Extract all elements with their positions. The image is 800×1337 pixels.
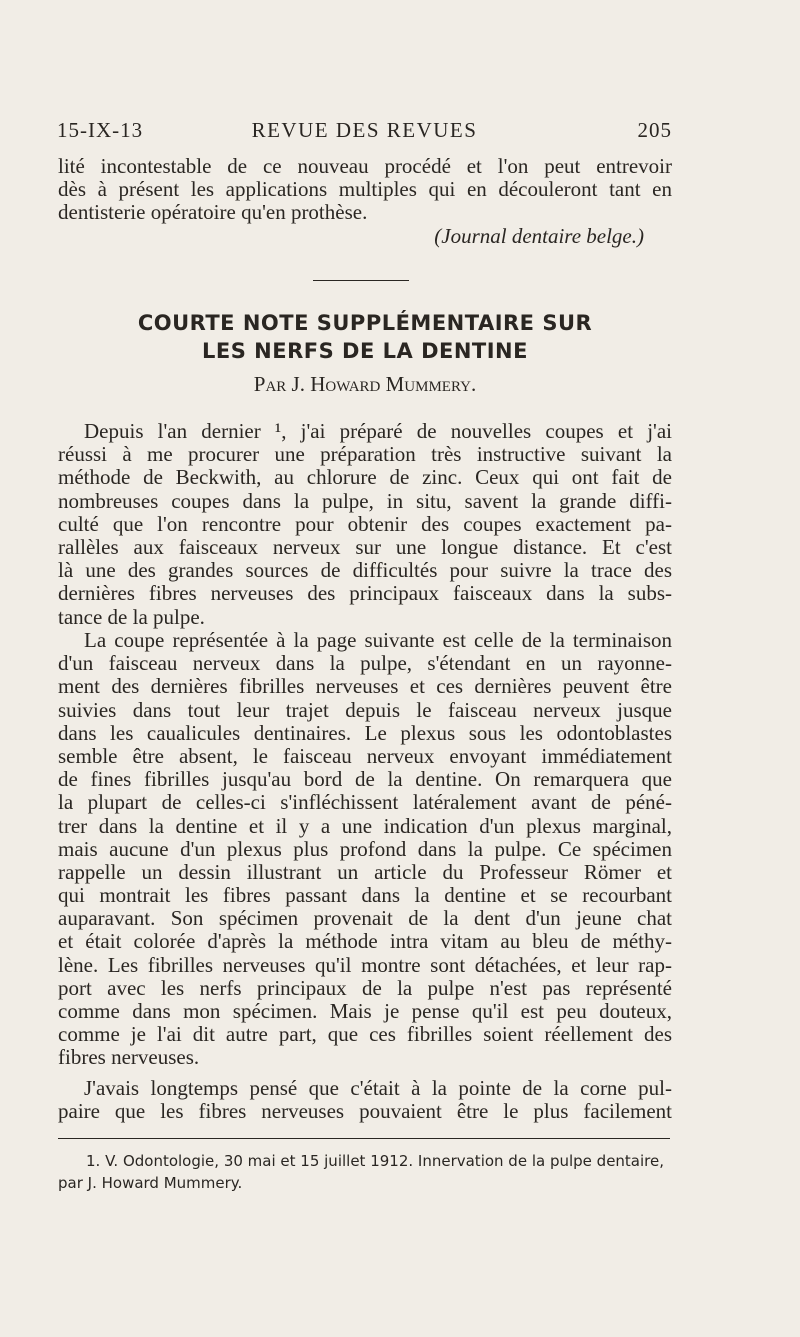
- header-journal-title: REVUE DES REVUES: [251, 118, 478, 142]
- text-line: de fines fibrilles jusqu'au bord de la dentine. On remarquera que: [58, 767, 672, 792]
- article-byline: Par J. Howard Mummery.: [253, 372, 477, 396]
- text-line: trer dans la dentine et il y a une indication d'un plexus marginal,: [58, 813, 672, 838]
- article-title-line: LES NERFS DE LA DENTINE: [202, 339, 528, 363]
- text-line: nombreuses coupes dans la pulpe, in situ, savent la grande diffi-: [58, 488, 672, 513]
- section-divider: [313, 280, 409, 281]
- text-line: dentisterie opératoire qu'en prothèse.: [58, 200, 368, 225]
- body-paragraph-1: [58, 420, 672, 629]
- text-line: port avec les nerfs principaux de la pulpe n'est pas représenté: [58, 975, 672, 1000]
- header-date: 15-IX-13: [57, 118, 144, 142]
- text-line: qui montrait les fibres passant dans la dentine et se recourbant: [58, 883, 672, 908]
- text-line: méthode de Beckwith, au chlorure de zinc. Ceux qui ont fait de: [58, 465, 672, 490]
- footnote: [58, 1150, 672, 1194]
- text-line: ment des dernières fibrilles nerveuses et ces dernières peuvent être: [58, 674, 672, 699]
- text-line: suivies dans tout leur trajet depuis le faisceau nerveux jusque: [58, 697, 672, 722]
- body-paragraph-3: [58, 1077, 672, 1123]
- footnote-line: par J. Howard Mummery.: [58, 1174, 243, 1192]
- text-line: semble être absent, le faisceau nerveux envoyant immédiatement: [58, 743, 672, 768]
- text-line: d'un faisceau nerveux dans la pulpe, s'étendant en un rayonne-: [58, 651, 672, 676]
- text-line: Depuis l'an dernier ¹, j'ai préparé de nouvelles coupes et j'ai: [84, 419, 672, 443]
- text-line: La coupe représentée à la page suivante est celle de la terminaison: [84, 628, 672, 652]
- text-line: comme dans mon spécimen. Mais je pense qu'il est peu douteux,: [58, 999, 672, 1023]
- source-citation: (Journal dentaire belge.): [434, 223, 644, 248]
- text-line: mais aucune d'un plexus plus profond dans la pulpe. Ce spécimen: [58, 836, 672, 861]
- text-line: comme je l'ai dit autre part, que ces fibrilles soient réellement des: [58, 1022, 672, 1047]
- text-line: dans les caualicules dentinaires. Le plexus sous les odontoblastes: [58, 720, 672, 745]
- footnote-rule: [58, 1138, 670, 1139]
- text-line: réussi à me procurer une préparation très instructive suivant la: [58, 442, 672, 467]
- text-line: tance de la pulpe.: [58, 604, 205, 629]
- text-line: dès à présent les applications multiples qui en découleront tant en: [58, 177, 672, 202]
- page-number: 205: [637, 118, 672, 142]
- previous-article-ending: [58, 155, 672, 248]
- article-title: [58, 309, 672, 365]
- text-line: rallèles aux faisceaux nerveux sur une longue distance. Et c'est: [58, 534, 672, 559]
- text-line: là une des grandes sources de difficultés pour suivre la trace des: [58, 558, 672, 583]
- text-line: lène. Les fibrilles nerveuses qu'il montre sont détachées, et leur rap-: [58, 952, 672, 977]
- text-line: et était colorée d'après la méthode intra vitam au bleu de méthy-: [58, 929, 672, 954]
- body-paragraph-2: [58, 629, 672, 1070]
- text-line: rappelle un dessin illustrant un article du Professeur Römer et: [58, 859, 672, 884]
- text-line: J'avais longtemps pensé que c'était à la pointe de la corne pul-: [84, 1076, 672, 1100]
- text-line: fibres nerveuses.: [58, 1045, 200, 1070]
- text-line: auparavant. Son spécimen provenait de la dent d'un jeune chat: [58, 906, 672, 931]
- text-line: culté que l'on rencontre pour obtenir des coupes exactement pa-: [58, 511, 672, 536]
- footnote-line: 1. V. Odontologie, 30 mai et 15 juillet 1912. Innervation de la pulpe dentaire,: [86, 1152, 664, 1170]
- text-line: lité incontestable de ce nouveau procédé et l'on peut entrevoir: [58, 154, 672, 178]
- text-line: la plupart de celles-ci s'infléchissent latéralement avant de péné-: [58, 790, 672, 815]
- article-title-line: COURTE NOTE SUPPLÉMENTAIRE SUR: [137, 311, 593, 335]
- text-line: dernières fibres nerveuses des principaux faisceaux dans la subs-: [58, 581, 672, 606]
- text-line: paire que les fibres nerveuses pouvaient être le plus facilement: [58, 1099, 672, 1124]
